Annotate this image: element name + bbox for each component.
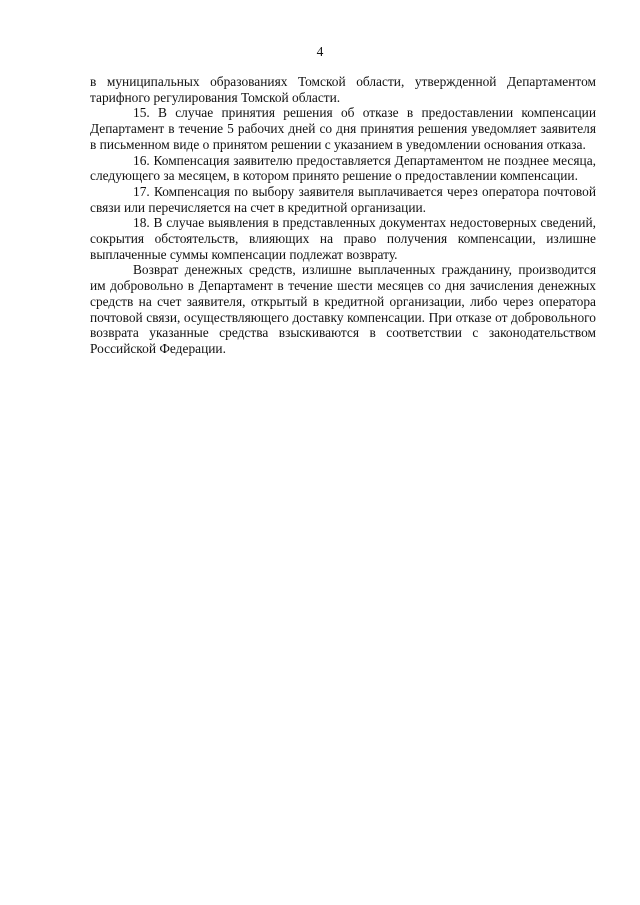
paragraph-item-17: 17. Компенсация по выбору заявителя выплачивается через оператора почтовой связи или перечисляется на счет в кредитной организации. (90, 183, 596, 215)
paragraph-continuation: в муниципальных образованиях Томской области, утвержденной Департаментом тарифного регулирования Томской области. (90, 74, 596, 105)
paragraph-item-15: 15. В случае принятия решения об отказе в предоставлении компенсации Департамент в течение 5 рабочих дней со дня принятия решения уведомляет заявителя в письменном виде о принятом решении с указанием в уведомлении основания отказа. (90, 105, 596, 152)
paragraph-item-18: 18. В случае выявления в представленных документах недостоверных сведений, сокрытия обстоятельств, влияющих на право получения компенсации, излишне выплаченные суммы компенсации подлежат возврату. (90, 215, 596, 262)
paragraph-refund: Возврат денежных средств, излишне выплаченных гражданину, производится им добровольно в Департамент в течение шести месяцев со дня зачисления денежных средств на счет заявителя, открытый в кредитной организации, либо через оператора почтовой связи, осуществляющего доставку компенсации. При отказе от добровольного возврата указанные средства взыскиваются в соответствии с законодательством Российской Федерации. (90, 262, 596, 356)
paragraph-item-16: 16. Компенсация заявителю предоставляется Департаментом не позднее месяца, следующего за месяцем, в котором принято решение о предоставлении компенсации. (90, 152, 596, 184)
document-body (90, 74, 596, 357)
page-number: 4 (316, 44, 324, 59)
